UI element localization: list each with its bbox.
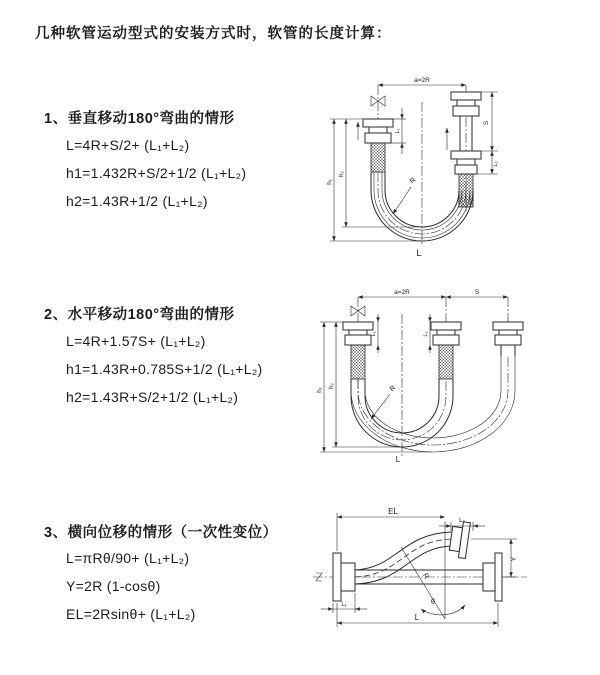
radius-line (401, 547, 445, 619)
dim-label-y: Y (511, 556, 518, 562)
dim-label-a2r: a=2R (414, 77, 430, 84)
dimension-l1 (391, 108, 406, 154)
dimension-l1 (321, 593, 367, 613)
page-title: 几种软管运动型式的安装方式时，软管的长度计算： (35, 26, 392, 42)
section-3-heading: 3、横向位移的情形（一次性变位） (44, 525, 278, 541)
radius-label: R (408, 176, 418, 186)
left-flange (333, 553, 355, 601)
left-flange (343, 322, 373, 345)
middle-flange (431, 322, 461, 345)
braided-hose-section (351, 345, 365, 379)
formula-line: L=πRθ/90+ (L₁+L₂) (66, 550, 190, 566)
formula-line: L=4R+S/2+ (L₁+L₂) (66, 137, 190, 153)
dim-label-a2r: a=2R (394, 289, 410, 296)
dim-label-l1: L₁ (341, 602, 347, 608)
dim-label-s: S (474, 289, 480, 296)
formula-line: h2=1.43R+S/2+1/2 (L₁+L₂) (66, 389, 239, 405)
dim-label-h1: h₁ (327, 179, 333, 185)
dim-label-h2: h₂ (339, 171, 345, 177)
diagram-horizontal-180-bend (310, 286, 600, 464)
moved-flange (493, 322, 523, 345)
braided-hose-section (371, 143, 385, 172)
braided-hose-section (439, 345, 453, 379)
formula-line: h1=1.432R+S/2+1/2 (L₁+L₂) (66, 165, 247, 181)
dim-label-l2: L₂ (459, 518, 465, 524)
right-flange-lower (451, 151, 481, 174)
formula-line: h2=1.43R+1/2 (L₁+L₂) (66, 193, 208, 209)
dimension-a2r (358, 289, 446, 297)
formula-line: L=4R+1.57S+ (L₁+L₂) (66, 333, 206, 349)
diagram-lateral-displacement (305, 501, 600, 659)
section-1-heading: 1、垂直移动180°弯曲的情形 (44, 111, 235, 127)
dim-label-l1: L₁ (371, 331, 377, 337)
radius-label: R (420, 572, 430, 581)
dimension-s (446, 289, 508, 297)
dimension-l1 (371, 314, 378, 353)
dim-label-l1: L₁ (395, 128, 401, 134)
dim-label-h1: h₁ (317, 387, 323, 393)
dim-label-h2: h₂ (329, 383, 335, 389)
formula-line: h1=1.43R+0.785S+1/2 (L₁+L₂) (66, 361, 263, 377)
dim-label-el: EL (388, 507, 398, 516)
radius-label: R (388, 384, 398, 394)
dim-label-l2: L₂ (493, 161, 499, 167)
dimension-l (337, 603, 498, 627)
dimension-s (481, 92, 498, 151)
right-flange-upper (451, 92, 481, 116)
formula-line: Y=2R (1-cosθ) (66, 578, 161, 594)
dimension-l2 (423, 314, 430, 353)
theta-angle (421, 599, 465, 615)
right-flange-lower (483, 553, 502, 601)
hose-u-bend-moved (351, 356, 515, 452)
left-flange (363, 119, 393, 143)
radius-callout (371, 385, 397, 419)
diagram-vertical-180-bend (316, 72, 600, 264)
dimension-a2r (378, 77, 466, 85)
formula-line: EL=2Rsinθ+ (L₁+L₂) (66, 606, 196, 622)
length-label: L (416, 248, 422, 258)
dim-label-s: S (483, 120, 490, 126)
dimension-el (337, 507, 445, 551)
theta-label: θ (431, 599, 435, 606)
dim-label-l: L (414, 613, 420, 622)
length-label: L (395, 455, 401, 464)
radius-callout (393, 177, 417, 214)
dim-label-l2: L₂ (423, 331, 429, 337)
section-2-heading: 2、水平移动180°弯曲的情形 (44, 307, 235, 323)
hose-s-curve (355, 532, 451, 584)
